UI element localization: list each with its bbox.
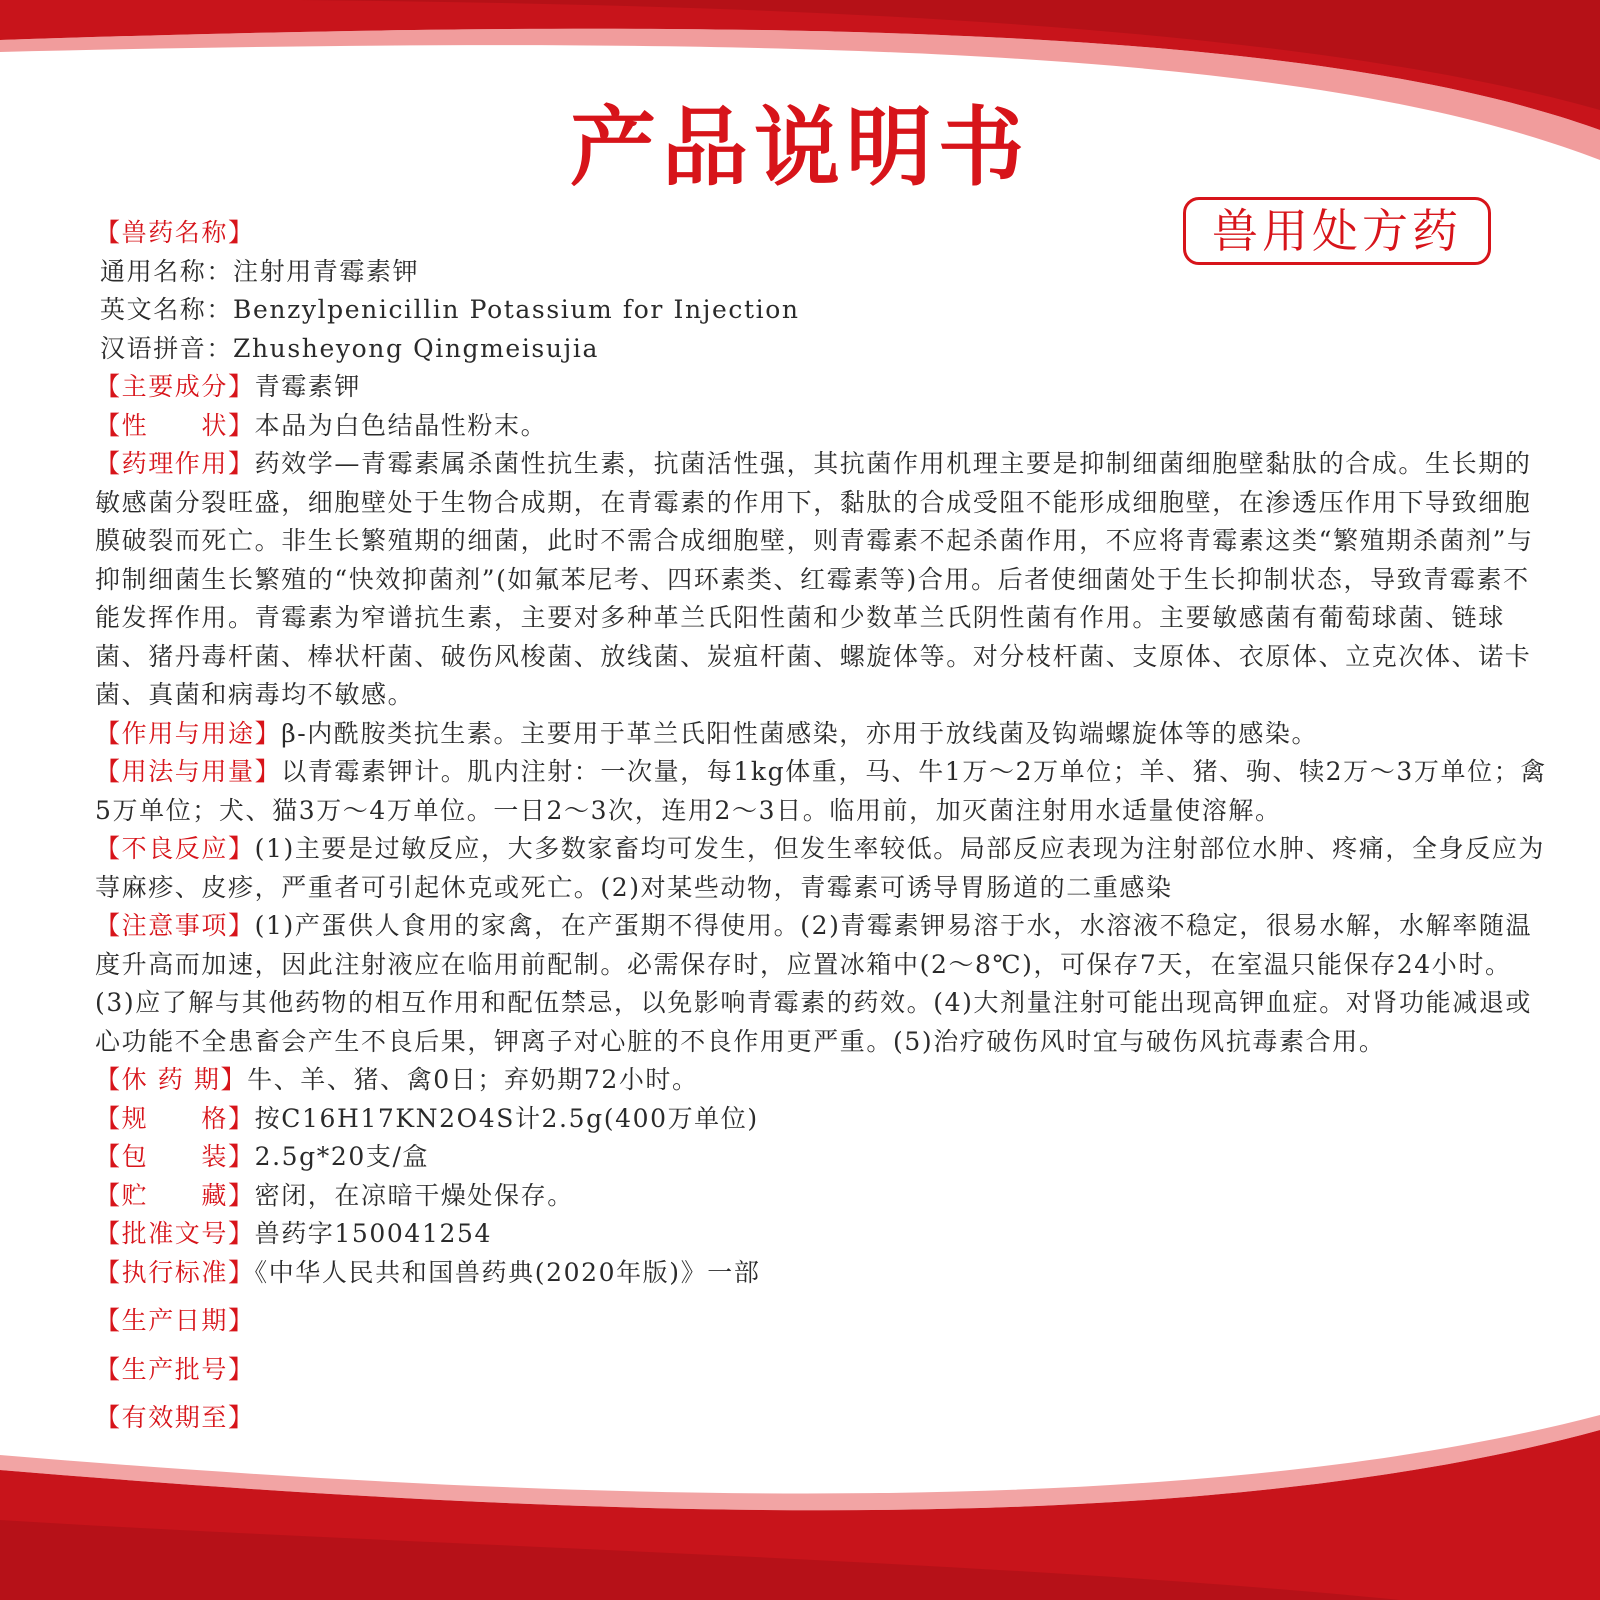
section-value: 牛、羊、猪、禽0日；弃奶期72小时。 — [247, 1065, 699, 1094]
section-expiry-date — [95, 1399, 1550, 1438]
section-value: 英文名称：Benzylpenicillin Potassium for Injection — [100, 295, 800, 324]
section-label: 【主要成分】 — [95, 372, 255, 401]
section-label: 【注意事项】 — [95, 911, 255, 940]
section-value: 《中华人民共和国兽药典(2020年版)》一部 — [254, 1257, 761, 1287]
section-production-date — [95, 1302, 1550, 1341]
section-value: (1)产蛋供人食用的家禽，在产蛋期不得使用。(2)青霉素钾易溶于水，水溶液不稳定，很易水解，水解率随温度升高而加速，因此注射液应在临用前配制。必需保存时，应置冰箱中(2～8℃)，可保存7天，在室温只能保存24小时。(3)应了解与其他药物的相互作用和配伍禁忌，以免影响青霉素的药效。(4)大剂量注射可能出现高钾血症。对肾功能减退或心功能不全患畜会产生不良后果，钾离子对心脏的不良作用更严重。(5)治疗破伤风时宜与破伤风抗毒素合用。 — [95, 911, 1533, 1056]
section-pharmacology — [95, 445, 1550, 715]
section-label: 【不良反应】 — [95, 834, 255, 863]
section-label: 【休 药 期】 — [95, 1065, 248, 1094]
prescription-badge: 兽用处方药 — [1183, 197, 1491, 265]
section-adverse-reactions — [95, 830, 1550, 907]
section-packaging — [95, 1138, 1550, 1177]
section-label: 【药理作用】 — [95, 449, 255, 478]
instruction-content — [95, 214, 1550, 1438]
section-withdrawal-period — [95, 1061, 1550, 1100]
section-vet-drug-name — [95, 214, 1550, 253]
section-value: (1)主要是过敏反应，大多数家畜均可发生，但发生率较低。局部反应表现为注射部位水肿、疼痛，全身反应为荨麻疹、皮疹，严重者可引起休克或死亡。(2)对某些动物，青霉素可诱导胃肠道的二重感染 — [95, 834, 1546, 902]
section-value: 密闭，在凉暗干燥处保存。 — [254, 1180, 574, 1210]
section-label: 【兽药名称】 — [95, 218, 255, 247]
section-label: 【性 状】 — [95, 410, 255, 440]
section-label: 【生产日期】 — [95, 1306, 255, 1335]
section-value: 青霉素钾 — [254, 372, 362, 401]
section-precautions — [95, 907, 1550, 1061]
section-value: 按C16H17KN2O4S计2.5g(400万单位) — [254, 1103, 759, 1133]
section-specification — [95, 1100, 1550, 1139]
section-label: 【执行标准】 — [95, 1257, 255, 1287]
section-label: 【规 格】 — [95, 1103, 255, 1133]
section-label: 【作用与用途】 — [95, 718, 282, 748]
section-label: 【贮 藏】 — [95, 1180, 255, 1210]
section-label: 【批准文号】 — [95, 1219, 255, 1248]
section-label: 【用法与用量】 — [95, 757, 282, 786]
section-pinyin — [95, 330, 1550, 369]
section-standard — [95, 1254, 1550, 1293]
section-value: 本品为白色结晶性粉末。 — [254, 410, 548, 440]
section-label: 【有效期至】 — [95, 1403, 255, 1432]
section-batch-number — [95, 1351, 1550, 1390]
section-value: β-内酰胺类抗生素。主要用于革兰氏阳性菌感染，亦用于放线菌及钩端螺旋体等的感染。 — [281, 718, 1319, 748]
section-main-ingredient — [95, 368, 1550, 407]
section-value: 以青霉素钾计。肌内注射：一次量，每1kg体重，马、牛1万～2万单位；羊、猪、驹、犊2万～3万单位；禽5万单位；犬、猫3万～4万单位。一日2～3次，连用2～3日。临用前，加灭菌注射用水适量使溶解。 — [95, 757, 1547, 825]
section-common-name — [95, 253, 1550, 292]
section-value: 汉语拼音：Zhusheyong Qingmeisujia — [100, 333, 599, 363]
section-storage — [95, 1177, 1550, 1216]
section-value: 通用名称：注射用青霉素钾 — [100, 256, 420, 286]
section-value: 药效学—青霉素属杀菌性抗生素，抗菌活性强，其抗菌作用机理主要是抑制细菌细胞壁黏肽的合成。生长期的敏感菌分裂旺盛，细胞壁处于生物合成期，在青霉素的作用下，黏肽的合成受阻不能形成细胞壁，在渗透压作用下导致细胞膜破裂而死亡。非生长繁殖期的细菌，此时不需合成细胞壁，则青霉素不起杀菌作用，不应将青霉素这类“繁殖期杀菌剂”与抑制细菌生长繁殖的“快效抑菌剂”(如氟苯尼考、四环素类、红霉素等)合用。后者使细菌处于生长抑制状态，导致青霉素不能发挥作用。青霉素为窄谱抗生素，主要对多种革兰氏阳性菌和少数革兰氏阴性菌有作用。主要敏感菌有葡萄球菌、链球菌、猪丹毒杆菌、棒状杆菌、破伤风梭菌、放线菌、炭疽杆菌、螺旋体等。对分枝杆菌、支原体、衣原体、立克次体、诺卡菌、真菌和病毒均不敏感。 — [95, 449, 1534, 709]
section-dosage — [95, 753, 1550, 830]
section-approval-number — [95, 1215, 1550, 1254]
section-appearance — [95, 407, 1550, 446]
section-indications — [95, 715, 1550, 754]
section-label: 【生产批号】 — [95, 1354, 255, 1384]
page-title: 产品说明书 — [570, 97, 1030, 198]
section-label: 【包 装】 — [95, 1142, 255, 1171]
section-value: 兽药字150041254 — [254, 1219, 492, 1248]
section-value: 2.5g*20支/盒 — [254, 1142, 430, 1171]
section-english-name — [95, 291, 1550, 330]
